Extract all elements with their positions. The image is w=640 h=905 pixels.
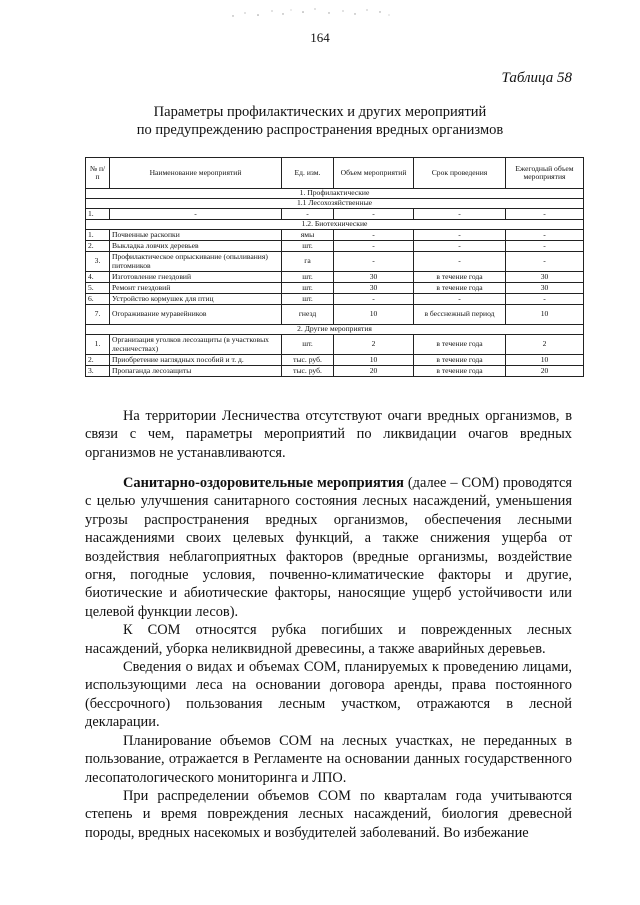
section-row bbox=[86, 220, 584, 230]
table-row bbox=[86, 209, 584, 220]
section-title: 2. Другие мероприятия bbox=[86, 325, 584, 335]
measures-table bbox=[85, 157, 584, 377]
table-row bbox=[86, 241, 584, 252]
cell-annual: - bbox=[506, 209, 584, 220]
cell-num: 3. bbox=[86, 252, 110, 272]
section-row bbox=[86, 199, 584, 209]
cell-volume: - bbox=[334, 230, 414, 241]
table-heading bbox=[60, 103, 580, 139]
heading-line-1: Параметры профилактических и других мероприятий bbox=[153, 104, 487, 120]
cell-num: 1. bbox=[86, 230, 110, 241]
paragraph-text: На территории Лесничества отсутствуют очаги вредных организмов, в связи с чем, параметры мероприятий по ликвидации очагов вредных организмов не устанавливаются. bbox=[85, 408, 572, 461]
cell-num: 5. bbox=[86, 283, 110, 294]
paragraph-som-declaration: Сведения о видах и объемах СОМ, планируемых к проведению лицами, использующими леса на основании договора аренды, права постоянного (бессрочного) пользования лесным участком, отражаются в лесной декларации. bbox=[85, 659, 572, 731]
cell-num: 1. bbox=[86, 335, 110, 355]
cell-unit: шт. bbox=[282, 294, 334, 305]
cell-num: 7. bbox=[86, 305, 110, 325]
cell-period: в течение года bbox=[414, 335, 506, 355]
heading-line-2: по предупреждению распространения вредных организмов bbox=[136, 122, 504, 138]
som-title: Санитарно-оздоровительные мероприятия bbox=[123, 475, 404, 491]
section-row bbox=[86, 189, 584, 199]
section-title: 1. Профилактические bbox=[86, 189, 584, 199]
cell-period: - bbox=[414, 209, 506, 220]
table-row bbox=[86, 294, 584, 305]
paragraph-no-outbreaks bbox=[85, 407, 572, 462]
cell-annual: - bbox=[506, 294, 584, 305]
som-section bbox=[85, 474, 572, 842]
cell-name: Устройство кормушек для птиц bbox=[110, 294, 282, 305]
cell-unit: тыс. руб. bbox=[282, 366, 334, 377]
paragraph-som-planning: Планирование объемов СОМ на лесных участках, не переданных в пользование, отражается в Регламенте на основании данных государственного лесопатологического мониторинга и ЛПО. bbox=[85, 732, 572, 786]
cell-name: Выкладка ловчих деревьев bbox=[110, 241, 282, 252]
header-volume: Объем мероприятий bbox=[334, 158, 414, 189]
cell-annual: 30 bbox=[506, 272, 584, 283]
table-row bbox=[86, 335, 584, 355]
cell-name: Почвенные раскопки bbox=[110, 230, 282, 241]
table-row bbox=[86, 283, 584, 294]
cell-unit: гнезд bbox=[282, 305, 334, 325]
cell-volume: - bbox=[334, 252, 414, 272]
cell-period: в течение года bbox=[414, 283, 506, 294]
section-title: 1.2. Биотехнические bbox=[86, 220, 584, 230]
cell-num: 2. bbox=[86, 355, 110, 366]
cell-name: - bbox=[110, 209, 282, 220]
cell-annual: 10 bbox=[506, 355, 584, 366]
cell-name: Пропаганда лесозащиты bbox=[110, 366, 282, 377]
cell-unit: шт. bbox=[282, 283, 334, 294]
cell-volume: 10 bbox=[334, 355, 414, 366]
cell-name: Огораживание муравейников bbox=[110, 305, 282, 325]
cell-volume: - bbox=[334, 241, 414, 252]
cell-unit: - bbox=[282, 209, 334, 220]
som-definition-text: (далее – СОМ) проводятся с целью улучшения санитарного состояния лесных насаждений, уменьшения угрозы распространения вредных организмов, обеспечения лесными насаждениями своих целевых функций, а также снижения ущерба от воздействия неблагоприятных факторов (вредные организмы, воздействие огня, погодные условия, почвенно-климатические факторы и другие, биотические и абиотические факторы, наносящие ущерб устойчивости или целевой функции лесов). bbox=[85, 475, 572, 620]
cell-volume: 20 bbox=[334, 366, 414, 377]
cell-name: Приобретение наглядных пособий и т. д. bbox=[110, 355, 282, 366]
table-header-row bbox=[86, 158, 584, 189]
cell-annual: 20 bbox=[506, 366, 584, 377]
cell-period: - bbox=[414, 241, 506, 252]
cell-num: 6. bbox=[86, 294, 110, 305]
paragraph-som-definition bbox=[85, 474, 572, 621]
cell-unit: га bbox=[282, 252, 334, 272]
section-row bbox=[86, 325, 584, 335]
cell-volume: - bbox=[334, 294, 414, 305]
page-number: 164 bbox=[310, 30, 330, 45]
cell-annual: - bbox=[506, 252, 584, 272]
cell-unit: шт. bbox=[282, 272, 334, 283]
table-row bbox=[86, 355, 584, 366]
cell-period: - bbox=[414, 294, 506, 305]
cell-unit: тыс. руб. bbox=[282, 355, 334, 366]
cell-period: в течение года bbox=[414, 366, 506, 377]
paragraph-som-distribution: При распределении объемов СОМ по кварталам года учитываются степень и время повреждения лесных насаждений, биология древесной породы, вредных насекомых и возбудителей заболеваний. Во избежание bbox=[85, 787, 572, 841]
cell-period: - bbox=[414, 252, 506, 272]
cell-num: 3. bbox=[86, 366, 110, 377]
cell-volume: 10 bbox=[334, 305, 414, 325]
cell-volume: 30 bbox=[334, 272, 414, 283]
cell-volume: 2 bbox=[334, 335, 414, 355]
cell-unit: ямы bbox=[282, 230, 334, 241]
paragraph-som-includes: К СОМ относятся рубка погибших и поврежденных лесных насаждений, уборка неликвидной древесины, а также аварийных деревьев. bbox=[85, 622, 572, 657]
cell-period: - bbox=[414, 230, 506, 241]
cell-num: 2. bbox=[86, 241, 110, 252]
cell-name: Организация уголков лесозащиты (в участковых лесничествах) bbox=[110, 335, 282, 355]
cell-period: в течение года bbox=[414, 272, 506, 283]
cell-name: Ремонт гнездовий bbox=[110, 283, 282, 294]
cell-num: 1. bbox=[86, 209, 110, 220]
cell-volume: 30 bbox=[334, 283, 414, 294]
cell-annual: - bbox=[506, 230, 584, 241]
table-row bbox=[86, 305, 584, 325]
cell-period: в течение года bbox=[414, 355, 506, 366]
table-row bbox=[86, 366, 584, 377]
header-period: Срок проведения bbox=[414, 158, 506, 189]
cell-period: в бесснежный период bbox=[414, 305, 506, 325]
cell-annual: 10 bbox=[506, 305, 584, 325]
header-name: Наименование мероприятий bbox=[110, 158, 282, 189]
table-row bbox=[86, 272, 584, 283]
cell-annual: 2 bbox=[506, 335, 584, 355]
cell-num: 4. bbox=[86, 272, 110, 283]
cell-annual: 30 bbox=[506, 283, 584, 294]
header-num: № п/п bbox=[86, 158, 110, 189]
cell-unit: шт. bbox=[282, 241, 334, 252]
table-row bbox=[86, 252, 584, 272]
cell-volume: - bbox=[334, 209, 414, 220]
cell-name: Профилактическое опрыскивание (опыливания) питомников bbox=[110, 252, 282, 272]
header-annual: Ежегодный объем мероприятия bbox=[506, 158, 584, 189]
table-label: Таблица 58 bbox=[501, 70, 572, 86]
header-unit: Ед. изм. bbox=[282, 158, 334, 189]
table-row bbox=[86, 230, 584, 241]
scan-noise-marks bbox=[225, 6, 395, 20]
cell-annual: - bbox=[506, 241, 584, 252]
section-title: 1.1 Лесохозяйственные bbox=[86, 199, 584, 209]
cell-name: Изготовление гнездовий bbox=[110, 272, 282, 283]
cell-unit: шт. bbox=[282, 335, 334, 355]
